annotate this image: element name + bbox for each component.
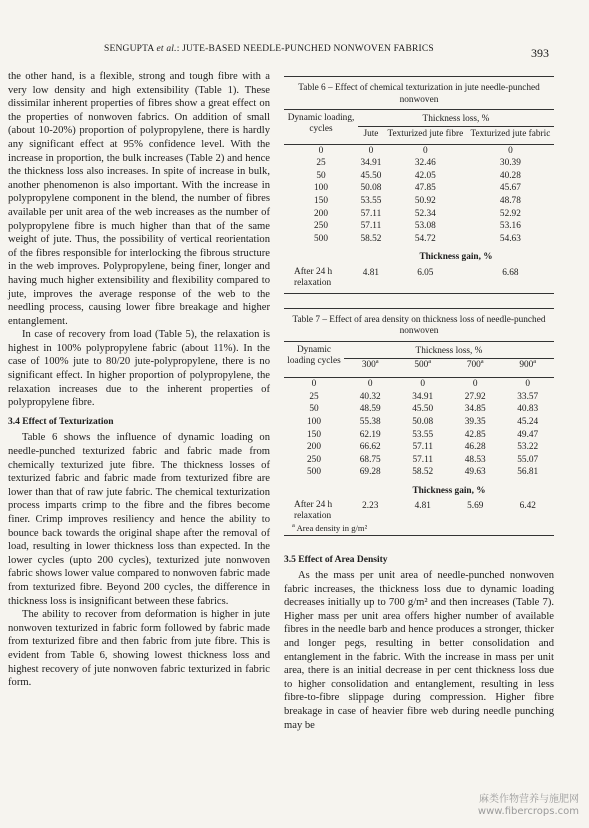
table-6-after-label: After 24 h relaxation [294,266,333,288]
table-cell: 250 [314,221,328,232]
table-cell: 57.11 [360,208,382,219]
table-row [284,391,554,404]
table-cell: 40.32 [359,391,381,402]
right-column [284,76,554,732]
table-row [284,454,554,467]
table-cell: 25 [316,158,326,169]
table-cell: 500 [314,233,328,244]
table-cell: 45.50 [360,170,382,181]
table-row [284,233,554,246]
page-number: 393 [531,46,549,60]
table-row [284,182,554,195]
table-cell: 50.08 [412,416,434,427]
watermark-line: 麻类作物营养与施肥网 [479,794,579,805]
table-cell: 58.52 [412,467,434,478]
table-cell: 45.24 [517,416,539,427]
table-cell: 57.11 [412,454,434,465]
table-row [284,170,554,183]
table-cell: 4.81 [362,267,380,278]
table-cell: 250 [307,454,321,465]
left-column [8,70,270,690]
table-cell: 55.07 [517,454,539,465]
table-cell: 39.35 [464,416,486,427]
table-row [284,429,554,442]
table-7-footnote: $^a$ Area density in g/m² [284,522,554,536]
table-cell: 6.68 [502,267,519,278]
table-row [284,144,554,157]
table-cell: 34.85 [464,404,486,415]
table-cell: 53.08 [414,221,436,232]
table-cell: 49.63 [464,467,486,478]
table-cell: 57.11 [360,221,382,232]
table-cell: 50.08 [360,183,382,194]
area-density-section [284,554,554,732]
table-7-col-header: 900$^a$ [502,358,555,378]
table-cell: 150 [307,429,321,440]
table-cell: 66.62 [359,442,381,453]
table-cell: 40.83 [517,404,539,415]
table-cell: 40.28 [499,170,521,181]
table-cell: 54.63 [499,233,521,244]
table-row [284,500,554,522]
table-cell: 200 [314,208,328,219]
table-cell: 6.05 [417,267,434,278]
table-cell: 6.42 [519,501,536,512]
table-cell: 0 [368,145,374,156]
running-header [0,44,589,64]
table-cell: 58.52 [360,233,382,244]
table-cell: 30.39 [499,158,521,169]
table-cell: 69.28 [359,467,381,478]
table-7-after-label: After 24 h relaxation [294,500,333,522]
site-watermark [478,794,579,818]
table-row [284,195,554,208]
table-row [284,267,554,294]
table-row [284,403,554,416]
table-cell: 42.05 [414,170,436,181]
table-cell: 55.38 [359,416,381,427]
table-cell: 46.28 [464,442,486,453]
table-cell: 0 [367,379,373,390]
table-cell: 34.91 [360,158,382,169]
table-7-col-header: 500$^a$ [397,358,450,378]
table-cell: 50 [316,170,326,181]
table-cell: 48.78 [499,195,521,206]
table-cell: 0 [525,379,531,390]
table-6 [284,76,554,294]
table-7-group-header: Thickness loss, % [415,345,483,356]
table-cell: 54.72 [414,233,436,244]
table-row [284,157,554,170]
table-cell: 48.59 [359,404,381,415]
table-cell: 0 [318,145,324,156]
table-cell: 52.34 [414,208,436,219]
table-cell: 45.50 [412,404,434,415]
table-cell: 53.16 [499,221,521,232]
table-row [284,441,554,454]
table-cell: 32.46 [414,158,436,169]
table-6-gain-label: Thickness gain, % [419,252,493,263]
table-cell: 100 [307,416,321,427]
table-cell: 48.53 [464,454,486,465]
table-cell: 500 [307,467,321,478]
paragraph-area-density: As the mass per unit area of needle-punched nonwoven fabric increases, the thickness loss due to dynamic loading decreases initially up to 700 g/m² and then increases (Table 7). Higher mass per unit area offers higher number of available fibres in the needle barb and hence produces a stronger, thicker and longer pegs, resulting in better consolidation and entanglement in the fabric. With the increase in mass per unit area, there is an initial decrease in per cent thickness loss due to higher consolidation and entanglement, resulting in less fibre-to-fibre slippage during compression. Higher fibre breakage in case of heavier fibre web during needle punching may be [284,570,554,731]
table-7-col-header: 700$^a$ [449,358,502,378]
table-cell: 5.69 [467,501,484,512]
table-6-group-header: Thickness loss, % [422,114,490,124]
table-row [284,466,554,479]
table-7-col-header: 300$^a$ [344,358,397,378]
table-cell: 53.55 [360,195,382,206]
table-7-caption: Table 7 – Effect of area density on thickness loss of needle-punched nonwoven [292,314,546,337]
table-7 [284,308,554,537]
table-row [284,378,554,391]
table-cell: 0 [472,379,478,390]
table-cell: 56.81 [517,467,539,478]
table-cell: 42.85 [464,429,486,440]
table-cell: 62.19 [359,429,381,440]
table-6-row-header: Dynamic loading, cycles [287,113,355,134]
table-cell: 200 [307,442,321,453]
watermark-line: www.fibercrops.com [477,806,579,817]
table-cell: 0 [311,379,317,390]
paragraph-deformation-recovery: The ability to recover from deformation is higher in jute nonwoven texturized in fabric form followed by fabric made from texturized fibre and then fabric from jute fibre. This is evident from Table 6, showing lowest thickness loss and highest recovery of jute nonwoven fabric texturized in fabric form. [8,609,270,689]
section-heading-texturization: 3.4 Effect of Texturization [8,416,114,427]
table-cell: 150 [314,195,328,206]
table-cell: 53.55 [412,429,434,440]
table-cell: 52.92 [499,208,521,219]
table-6-col-header: Texturized jute fabric [467,126,554,144]
paragraph-fibre-properties: the other hand, is a flexible, strong and tough fibre with a very low density and high extensibility (Table 1). These dissimilar inherent properties of fibres show a great effect on the properties of nonwoven fabrics. On addition of small (about 10-20%) proportion of polypropylene, there is hardly any significant effect at 95% confidence level. With the increase in proportion, the bulk increases (Table 2) and hence the thickness loss also increases. In spite of increase in bulk, another phenomenon is also important. With the increase in polypropylene component in the blend, the number of fibres available per unit area of the web increases as the number of polypropylene fibre is much higher than that of the same weight of jute. Thus, the possibility of vertical reorientation of the fibres responsible for interlocking the fibrous structure in the web improves. Polypropylene, being finer, longer and having much higher extensibility and flexibility compared to jute, improves the average response of the web to the needling process, causing lower fibre breakage and higher entanglement. [8,71,270,327]
table-6-col-header: Texturized jute fibre [384,126,467,144]
table-cell: 34.91 [412,391,434,402]
table-cell: 50.92 [414,195,436,206]
table-6-caption: Table 6 – Effect of chemical texturization in jute needle-punched nonwoven [298,83,540,105]
table-cell: 27.92 [464,391,486,402]
table-cell: 49.47 [517,429,539,440]
running-head: SENGUPTA et al.: JUTE-BASED NEEDLE-PUNCHED NONWOVEN FABRICS [104,44,434,54]
table-cell: 45.67 [499,183,521,194]
table-cell: 57.11 [412,442,434,453]
table-6-col-header: Jute [358,126,384,144]
table-cell: 53.22 [517,442,539,453]
table-cell: 100 [314,183,328,194]
table-6-grid [284,109,554,294]
paragraph-recovery: In case of recovery from load (Table 5), the relaxation is highest in 100% polypropylene fabric (about 11%). In the case of 100% jute to 80/20 jute-polypropylene, there is no significant effect. In higher proportion of polypropylene, the relaxation increases due to the inherent properties of polypropylene fibre. [8,329,270,409]
table-cell: 25 [309,391,319,402]
table-row [284,208,554,221]
table-cell: 0 [508,145,513,156]
table-cell: 68.75 [359,454,381,465]
table-cell: 0 [423,145,428,156]
table-row [284,220,554,233]
table-cell: 33.57 [517,391,539,402]
section-heading-area-density: 3.5 Effect of Area Density [284,555,388,566]
table-cell: 50 [309,404,319,415]
table-cell: 47.85 [414,183,436,194]
table-row [284,416,554,429]
paragraph-texturization: Table 6 shows the influence of dynamic loading on needle-punched texturized fabric and fabric made from chemically texturized jute fibre. The thickness losses of texturized fabric and fabric made from texturized fibre are lower than that of raw jute fabric. The chemical texturization process imparts crimp to the fibre and the fibres become finer. Crimp improves resiliency and hence the ability to bounce back towards the original shape after the removal of load, resulting in lower thickness loss than expected. In the lower cycles (upto 200 cycles), texturized jute nonwoven fabric shows lower value compared to nonwoven fabric made from texturized fibre. Beyond 200 cycles, the difference in thickness loss is insignificant between these fabrics. [8,432,270,607]
table-7-grid [284,341,554,523]
table-cell: 4.81 [414,501,431,512]
table-cell: 2.23 [362,501,379,512]
table-7-gain-label: Thickness gain, % [412,485,486,496]
table-cell: 0 [420,379,426,390]
table-7-row-header: Dynamic loading cycles [287,344,341,366]
